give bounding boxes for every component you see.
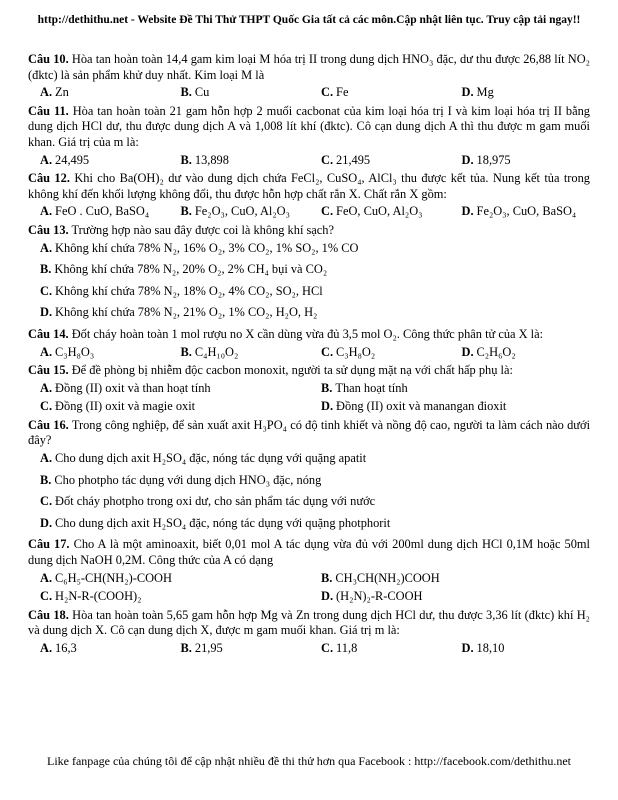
answer-options [28,399,590,415]
option-letter: D. [40,305,53,320]
option-text: Cho photpho tác dụng với dung dịch HNO₃ đặc, nóng [54,472,322,487]
question-stem [28,171,590,202]
answer-option[interactable] [28,345,169,361]
answer-option[interactable] [28,451,590,467]
answer-option[interactable] [28,571,309,587]
option-letter: B. [321,570,333,585]
answer-option[interactable] [28,204,169,220]
option-letter: C. [40,494,53,509]
answer-options [28,345,590,361]
option-letter: D. [461,152,474,167]
question-text: Hòa tan hoàn toàn 21 gam hỗn hợp 2 muối cacbonat của kim loại hóa trị I và kim loại hóa trị II bằng dung dịch HCl dư, thu được dung dịch A và 1,008 lít khí (đktc). Cô cạn dung dịch A thì thu được m gam muối khan. Giá trị của m là: [28,103,590,149]
option-letter: C. [321,85,334,100]
question-number: Câu 10. [28,52,69,66]
question-block [28,223,590,321]
option-text: C₃H₈O₂ [336,344,376,359]
answer-option[interactable] [28,284,590,300]
question-number: Câu 12. [28,171,70,186]
question-block [28,537,590,604]
answer-option[interactable] [28,516,590,532]
option-letter: D. [461,641,474,655]
answer-option[interactable] [450,204,591,220]
answer-option[interactable] [309,399,590,415]
option-text: 21,495 [336,152,371,167]
question-block [28,327,590,360]
question-block [28,104,590,168]
option-text: Zn [55,85,69,100]
answer-option[interactable] [28,399,309,415]
answer-option[interactable] [309,381,590,397]
answer-option[interactable] [28,153,169,169]
option-text: 11,8 [336,641,358,655]
answer-options [28,153,590,169]
option-text: C₃H₈O₃ [55,344,95,359]
option-text: CH₃CH(NH₂)COOH [335,570,440,585]
option-text: 16,3 [55,641,77,655]
answer-option[interactable] [450,641,591,657]
answer-option[interactable] [28,641,169,657]
option-letter: A. [40,152,53,167]
option-letter: B. [180,344,192,359]
question-number: Câu 16. [28,417,69,432]
option-letter: A. [40,344,53,359]
option-letter: C. [40,399,53,414]
answer-option[interactable] [309,345,450,361]
option-text: FeO . CuO, BaSO₄ [55,204,150,219]
option-letter: D. [461,204,474,219]
question-block [28,363,590,415]
option-text: Không khí chứa 78% N₂, 21% O₂, 1% CO₂, H₂O, H₂ [55,305,318,320]
answer-option[interactable] [450,85,591,101]
answer-option[interactable] [309,641,450,657]
option-text: (H₂N)₂-R-COOH [336,589,423,604]
option-letter: A. [40,451,53,466]
option-letter: A. [40,641,53,655]
question-stem [28,223,590,239]
option-letter: D. [40,515,53,530]
question-text: Cho A là một aminoaxit, biết 0,01 mol A tác dụng vừa đủ với 200ml dung dịch HCl 0,1M hoặc 50ml dung dịch NaOH 0,2M. Công thức của A có dạng [28,537,590,568]
question-stem [28,327,590,343]
option-letter: C. [321,641,334,655]
option-text: C₂H₆O₂ [476,344,516,359]
question-block [28,52,590,101]
question-text: Đốt cháy hoàn toàn 1 mol rượu no X cần dùng vừa đủ 3,5 mol O₂. Công thức phân tử của X là: [71,326,544,341]
option-letter: C. [40,589,53,604]
answer-option[interactable] [309,85,450,101]
option-letter: D. [321,589,334,604]
question-number: Câu 13. [28,222,69,237]
answer-options [28,85,590,101]
option-text: Đốt cháy photpho trong oxi dư, cho sản phẩm tác dụng với nước [55,494,376,509]
answer-option[interactable] [28,305,590,321]
option-text: Fe₂O₃, CuO, Al₂O₃ [194,204,290,219]
option-letter: A. [40,85,53,100]
option-text: Không khí chứa 78% N₂, 18% O₂, 4% CO₂, SO₂, HCl [55,283,323,298]
question-block [28,418,590,532]
option-text: Không khí chứa 78% N₂, 20% O₂, 2% CH₄ bụi và CO₂ [54,262,328,277]
option-letter: C. [40,283,53,298]
answer-options [28,451,590,531]
answer-options [28,381,590,397]
question-number: Câu 11. [28,103,69,118]
answer-option[interactable] [169,641,310,657]
question-text: Trong công nghiệp, để sản xuất axit H₃PO₄ có độ tinh khiết và nồng độ cao, người ta làm cách nào dưới đây? [28,417,591,448]
answer-option[interactable] [309,571,590,587]
option-text: 18,975 [476,152,511,167]
option-letter: B. [40,472,52,487]
option-text: Cho dung dịch axit H₂SO₄ đặc, nóng tác dụng với quặng photphorit [55,515,391,530]
question-text: Khi cho Ba(OH)₂ dư vào dung dịch chứa FeCl₂, CuSO₄, AlCl₃ thu được kết tủa. Nung kết tủa trong không khí đến khối lượng không đổi, thu được hỗn hợp chất rắn X. Chất rắn X gồm: [28,171,591,201]
option-letter: A. [40,570,53,585]
option-letter: A. [40,380,53,395]
option-text: Mg [476,85,494,100]
answer-option[interactable] [169,85,310,101]
question-number: Câu 18. [28,607,69,622]
answer-options [28,589,590,605]
question-text: Hòa tan hoàn toàn 14,4 gam kim loại M hóa trị II trong dung dịch HNO₃ đặc, dư thu được 26,88 lít NO₂ (đktc) là sản phẩm khử duy nhất. Kim loại M là [28,52,590,82]
answer-option[interactable] [450,153,591,169]
page-header: http://dethithu.net - Website Đề Thi Thử THPT Quốc Gia tất cả các môn.Cập nhật liên tục. Truy cập tải ngay!! [37,14,581,26]
answer-option[interactable] [169,153,310,169]
option-letter: C. [321,152,334,167]
page-footer: Like fanpage của chúng tôi để cập nhật nhiều đề thi thử hơn qua Facebook : http://facebook.com/dethithu.net [46,754,572,768]
option-text: Fe [336,85,349,100]
question-text: Trường hợp nào sau đây được coi là không khí sạch? [71,222,335,237]
option-letter: A. [40,204,53,219]
answer-option[interactable] [450,345,591,361]
option-letter: D. [461,85,474,100]
option-text: 18,10 [476,641,505,655]
option-text: Đồng (II) oxit và manangan đioxit [336,399,507,414]
option-text: Đồng (II) oxit và than hoạt tính [55,380,211,395]
option-text: Cu [194,85,210,100]
option-text: FeO, CuO, Al₂O₃ [336,204,423,219]
answer-options [28,204,590,220]
answer-option[interactable] [28,85,169,101]
answer-option[interactable] [309,204,450,220]
answer-options [28,241,590,321]
question-number: Câu 14. [28,326,69,341]
option-text: Không khí chứa 78% N₂, 16% O₂, 3% CO₂, 1% SO₂, 1% CO [55,240,359,255]
question-stem [28,52,590,83]
option-letter: B. [40,262,52,277]
answer-option[interactable] [309,153,450,169]
question-text: Hòa tan hoàn toàn 5,65 gam hỗn hợp Mg và Zn trong dung dịch HCl dư, thu được 3,36 lít (đktc) khí H₂ và dung dịch X. Cô cạn dung dịch X, được m gam muối khan. Giá trị m là: [28,607,590,638]
answer-options [28,571,590,587]
option-text: C₄H₁₀O₂ [194,344,239,359]
answer-option[interactable] [169,345,310,361]
question-stem [28,418,590,449]
question-list [28,52,590,660]
question-block [28,171,590,220]
option-letter: C. [321,344,334,359]
option-text: C₆H₅-CH(NH₂)-COOH [55,570,172,585]
answer-option[interactable] [28,473,590,489]
answer-option[interactable] [28,262,590,278]
answer-option[interactable] [28,381,309,397]
answer-options [28,641,590,657]
question-stem [28,363,590,379]
answer-option[interactable] [169,204,310,220]
question-text: Để đề phòng bị nhiễm độc cacbon monoxit, người ta sử dụng mặt nạ với chất hấp phụ là: [71,363,513,378]
question-stem [28,104,590,151]
option-text: H₂N-R-(COOH)₂ [55,589,142,604]
answer-option[interactable] [309,589,590,605]
option-letter: C. [321,204,334,219]
option-letter: B. [180,85,192,100]
question-stem [28,537,590,568]
answer-option[interactable] [28,589,309,605]
option-letter: B. [180,204,192,219]
question-block [28,608,590,657]
option-text: Cho dung dịch axit H₂SO₄ đặc, nóng tác dụng với quặng apatit [55,451,367,466]
option-letter: D. [321,399,334,414]
question-number: Câu 15. [28,363,69,378]
option-letter: B. [180,152,192,167]
option-text: Than hoạt tính [335,380,408,395]
question-stem [28,608,590,639]
option-text: 21,95 [194,641,223,655]
option-letter: B. [321,380,333,395]
option-letter: B. [180,641,192,655]
option-letter: A. [40,240,53,255]
answer-option[interactable] [28,241,590,257]
option-text: Đồng (II) oxit và magie oxit [55,399,196,414]
answer-option[interactable] [28,494,590,510]
option-text: Fe₂O₃, CuO, BaSO₄ [476,204,577,219]
option-text: 13,898 [194,152,229,167]
question-number: Câu 17. [28,537,70,552]
option-letter: D. [461,344,474,359]
option-text: 24,495 [55,152,90,167]
